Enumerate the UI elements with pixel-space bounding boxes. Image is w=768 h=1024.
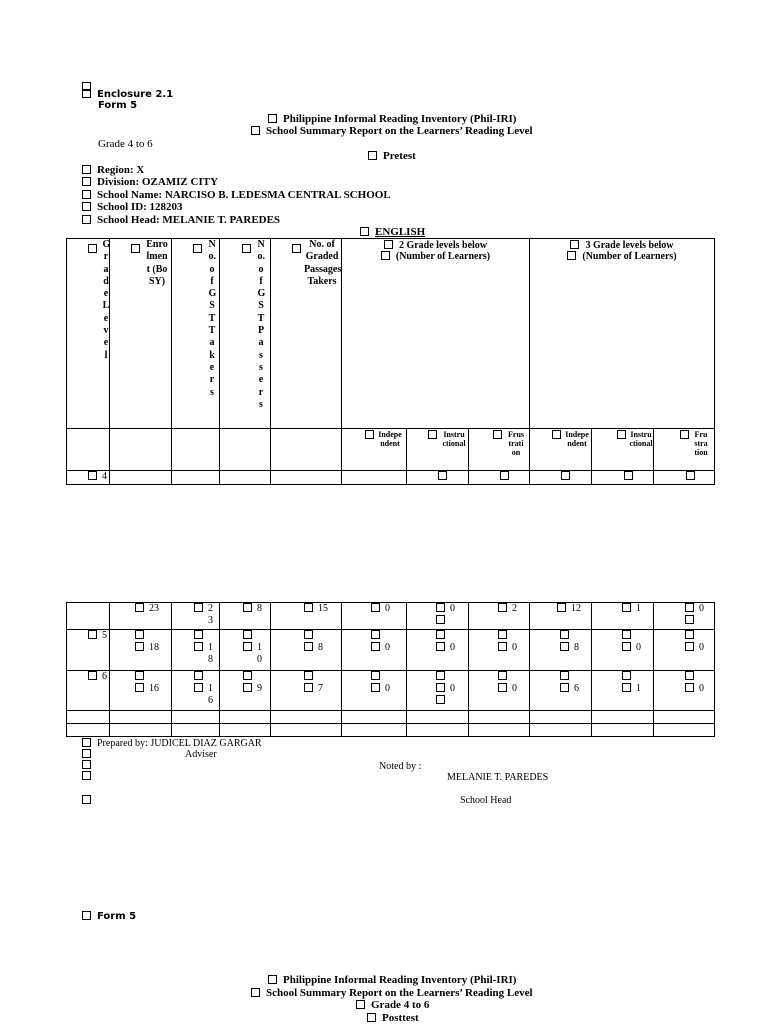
checkbox-icon xyxy=(194,671,203,680)
school-name-line: School Name: NARCISO B. LEDESMA CENTRAL SCHOOL xyxy=(82,189,391,201)
checkbox-icon xyxy=(436,671,445,680)
checkbox-icon xyxy=(304,603,313,612)
checkbox-icon xyxy=(685,603,694,612)
b2-fru-cell: 2 xyxy=(498,603,517,615)
checkbox-icon xyxy=(82,760,97,771)
checkbox-icon xyxy=(622,603,631,612)
graded-cell: 15 xyxy=(304,603,328,615)
checkbox-icon xyxy=(88,630,97,639)
checkbox-icon xyxy=(304,642,313,651)
checkbox-icon xyxy=(304,630,313,639)
grade-5-cell: 5 xyxy=(88,630,107,642)
graded-cell: 8 xyxy=(304,630,323,654)
sub-independent-1-text: Independent xyxy=(378,430,402,448)
b2-ind-cell: 0 xyxy=(371,603,390,615)
checkbox-icon xyxy=(384,240,393,249)
gst-takers-cell: 18 xyxy=(194,630,215,666)
col-gst-takers-text: No. of GST Takers xyxy=(208,239,217,398)
checkbox-icon xyxy=(560,671,569,680)
checkbox-icon xyxy=(194,683,203,692)
gst-passers-cell: 9 xyxy=(243,671,262,695)
checkbox-icon xyxy=(493,430,502,439)
group-2-below: 2 Grade levels below (Number of Learners) xyxy=(342,240,529,262)
sub-independent-2-text: Independent xyxy=(565,430,589,448)
checkbox-icon xyxy=(560,630,569,639)
b2-ins-cell: 0 xyxy=(436,630,455,654)
noter-name: MELANIE T. PAREDES xyxy=(447,772,549,783)
col-graded-passages-text: No. of Graded Passages Takers xyxy=(304,239,342,287)
enrol-cell: 18 xyxy=(135,630,159,654)
checkbox-icon xyxy=(438,471,452,483)
gst-passers-cell: 10 xyxy=(243,630,264,666)
checkbox-icon xyxy=(436,695,445,704)
checkbox-icon xyxy=(622,671,631,680)
checkbox-icon xyxy=(381,251,390,260)
checkbox-icon xyxy=(304,671,313,680)
checkbox-icon xyxy=(135,683,144,692)
region-line: Region: X xyxy=(82,164,144,176)
subject-label: ENGLISH xyxy=(360,226,425,238)
checkbox-icon xyxy=(82,89,91,98)
division-line: Division: OZAMIZ CITY xyxy=(82,176,218,188)
checkbox-icon xyxy=(371,683,380,692)
page2-title-2: School Summary Report on the Learners’ Reading Level xyxy=(251,987,533,999)
checkbox-icon xyxy=(371,671,380,680)
checkbox-icon xyxy=(82,911,91,920)
checkbox-icon xyxy=(498,630,507,639)
b2-fru-cell: 0 xyxy=(498,671,517,695)
checkbox-icon xyxy=(560,642,569,651)
checkbox-icon xyxy=(436,630,445,639)
col-gst-passers-text: No. of GST Passers xyxy=(257,239,266,410)
checkbox-icon xyxy=(82,202,91,211)
form-label: Form 5 xyxy=(98,100,138,111)
checkbox-icon xyxy=(371,630,380,639)
checkbox-icon xyxy=(561,471,575,483)
checkbox-icon xyxy=(268,975,277,984)
checkbox-icon xyxy=(243,683,252,692)
checkbox-icon xyxy=(194,642,203,651)
col-gst-passers xyxy=(254,239,268,411)
checkbox-icon xyxy=(436,683,445,692)
report-title-1: Philippine Informal Reading Inventory (Phil-IRI) xyxy=(268,113,516,125)
checkbox-icon xyxy=(560,683,569,692)
checkbox-icon xyxy=(82,177,91,186)
checkbox-icon xyxy=(371,642,380,651)
group-3-below: 3 Grade levels below (Number of Learners) xyxy=(530,240,714,262)
checkbox-icon xyxy=(567,251,576,260)
b3-ind-cell: 8 xyxy=(560,630,579,654)
grade-4-cell: 4 xyxy=(88,471,107,483)
graded-cell: 7 xyxy=(304,671,323,695)
b3-ind-cell: 12 xyxy=(557,603,581,615)
b2-ind-cell: 0 xyxy=(371,630,390,654)
checkbox-icon xyxy=(436,615,445,624)
school-head-title: School Head xyxy=(460,795,512,806)
checkbox-icon xyxy=(243,603,252,612)
checkbox-icon xyxy=(498,671,507,680)
checkbox-icon xyxy=(622,683,631,692)
page2-test-type: Posttest xyxy=(367,1012,419,1024)
b3-ins-cell: 1 xyxy=(622,671,641,695)
checkbox-icon xyxy=(243,671,252,680)
checkbox-icon xyxy=(428,430,437,439)
checkbox-icon xyxy=(371,603,380,612)
col-grade-level-text: Grade Level xyxy=(102,239,111,361)
gst-takers-cell: 16 xyxy=(194,671,215,707)
checkbox-icon xyxy=(368,151,377,160)
grade-range: Grade 4 to 6 xyxy=(98,138,153,150)
checkbox-icon xyxy=(617,430,626,439)
checkbox-icon xyxy=(82,215,91,224)
sub-instructional-1 xyxy=(428,430,443,440)
b2-ins-cell: 0 xyxy=(436,671,455,707)
col-grade-level xyxy=(101,239,111,362)
checkbox-icon xyxy=(557,603,566,612)
b3-ins-cell: 1 xyxy=(622,603,641,615)
adviser-line: Adviser xyxy=(82,749,217,760)
checkbox-icon xyxy=(135,603,144,612)
enrol-cell: 16 xyxy=(135,671,159,695)
checkbox-icon xyxy=(360,227,369,236)
checkbox-icon xyxy=(685,630,694,639)
checkbox-icon xyxy=(88,471,97,480)
checkbox-icon xyxy=(82,749,91,758)
report-title-2: School Summary Report on the Learners’ Reading Level xyxy=(251,125,533,137)
checkbox-icon xyxy=(498,683,507,692)
checkbox-icon xyxy=(82,190,91,199)
sub-frustration-1-text: Frustration xyxy=(508,430,524,457)
checkbox-icon xyxy=(365,430,374,439)
checkbox-icon xyxy=(304,683,313,692)
checkbox-icon xyxy=(251,988,260,997)
checkbox-icon xyxy=(367,1013,376,1022)
gst-takers-cell: 23 xyxy=(194,603,215,627)
checkbox-icon xyxy=(624,471,638,483)
checkbox-icon xyxy=(686,471,700,483)
b2-fru-cell: 0 xyxy=(498,630,517,654)
checkbox-icon xyxy=(685,683,694,692)
sub-frustration-1 xyxy=(493,430,508,440)
checkbox-icon xyxy=(436,603,445,612)
checkbox-icon xyxy=(82,165,91,174)
checkbox-icon xyxy=(498,603,507,612)
grade-6-cell: 6 xyxy=(88,671,107,683)
page2-form-label: Form 5 xyxy=(82,911,136,922)
prepared-by: Prepared by: JUDICEL DIAZ GARGAR xyxy=(82,738,262,749)
sub-frustration-2-text: Frustration xyxy=(694,430,708,457)
test-type: Pretest xyxy=(368,150,416,162)
checkbox-icon xyxy=(135,642,144,651)
col-enrolment xyxy=(140,239,174,288)
b3-fru-cell: 0 xyxy=(685,603,704,627)
checkbox-icon xyxy=(268,114,277,123)
checkbox-icon xyxy=(251,126,260,135)
b2-ind-cell: 0 xyxy=(371,671,390,695)
checkbox-icon xyxy=(194,630,203,639)
page2-grade-range: Grade 4 to 6 xyxy=(356,999,429,1011)
gst-passers-cell: 8 xyxy=(243,603,262,615)
checkbox-icon xyxy=(82,738,91,747)
checkbox-icon xyxy=(194,603,203,612)
checkbox-icon xyxy=(135,671,144,680)
b3-ind-cell: 6 xyxy=(560,671,579,695)
checkbox-icon xyxy=(243,642,252,651)
checkbox-icon xyxy=(500,471,514,483)
checkbox-icon xyxy=(356,1000,365,1009)
checkbox-icon xyxy=(685,615,694,624)
sub-instructional-1-text: Instructional xyxy=(442,430,466,448)
col-enrolment-text: Enrolment (BoSY) xyxy=(146,239,168,287)
school-id-line: School ID: 128203 xyxy=(82,201,183,213)
checkbox-icon xyxy=(498,642,507,651)
b3-fru-cell: 0 xyxy=(685,630,704,654)
checkbox-icon xyxy=(685,642,694,651)
checkbox-icon xyxy=(88,671,97,680)
checkbox-icon xyxy=(436,642,445,651)
b3-fru-cell: 0 xyxy=(685,671,704,695)
checkbox-icon xyxy=(82,771,97,782)
sub-frustration-2 xyxy=(680,430,695,440)
checkbox-icon xyxy=(570,240,579,249)
sub-instructional-2-text: Instructional xyxy=(629,430,653,448)
enclosure-label: Enclosure 2.1 xyxy=(82,89,173,100)
checkbox-icon xyxy=(82,795,97,806)
checkbox-icon xyxy=(680,430,689,439)
noted-by: Noted by : xyxy=(379,761,422,772)
page2-title-1: Philippine Informal Reading Inventory (Phil-IRI) xyxy=(268,974,516,986)
checkbox-icon xyxy=(552,430,561,439)
col-gst-takers xyxy=(205,239,219,399)
checkbox-icon xyxy=(135,630,144,639)
b3-ins-cell: 0 xyxy=(622,630,641,654)
col-graded-passages xyxy=(304,239,340,288)
enrol-cell: 23 xyxy=(135,603,159,615)
b2-ins-cell: 0 xyxy=(436,603,455,627)
checkbox-icon xyxy=(622,642,631,651)
school-head-line: School Head: MELANIE T. PAREDES xyxy=(82,214,280,226)
checkbox-icon xyxy=(622,630,631,639)
checkbox-icon xyxy=(243,630,252,639)
checkbox-icon xyxy=(685,671,694,680)
